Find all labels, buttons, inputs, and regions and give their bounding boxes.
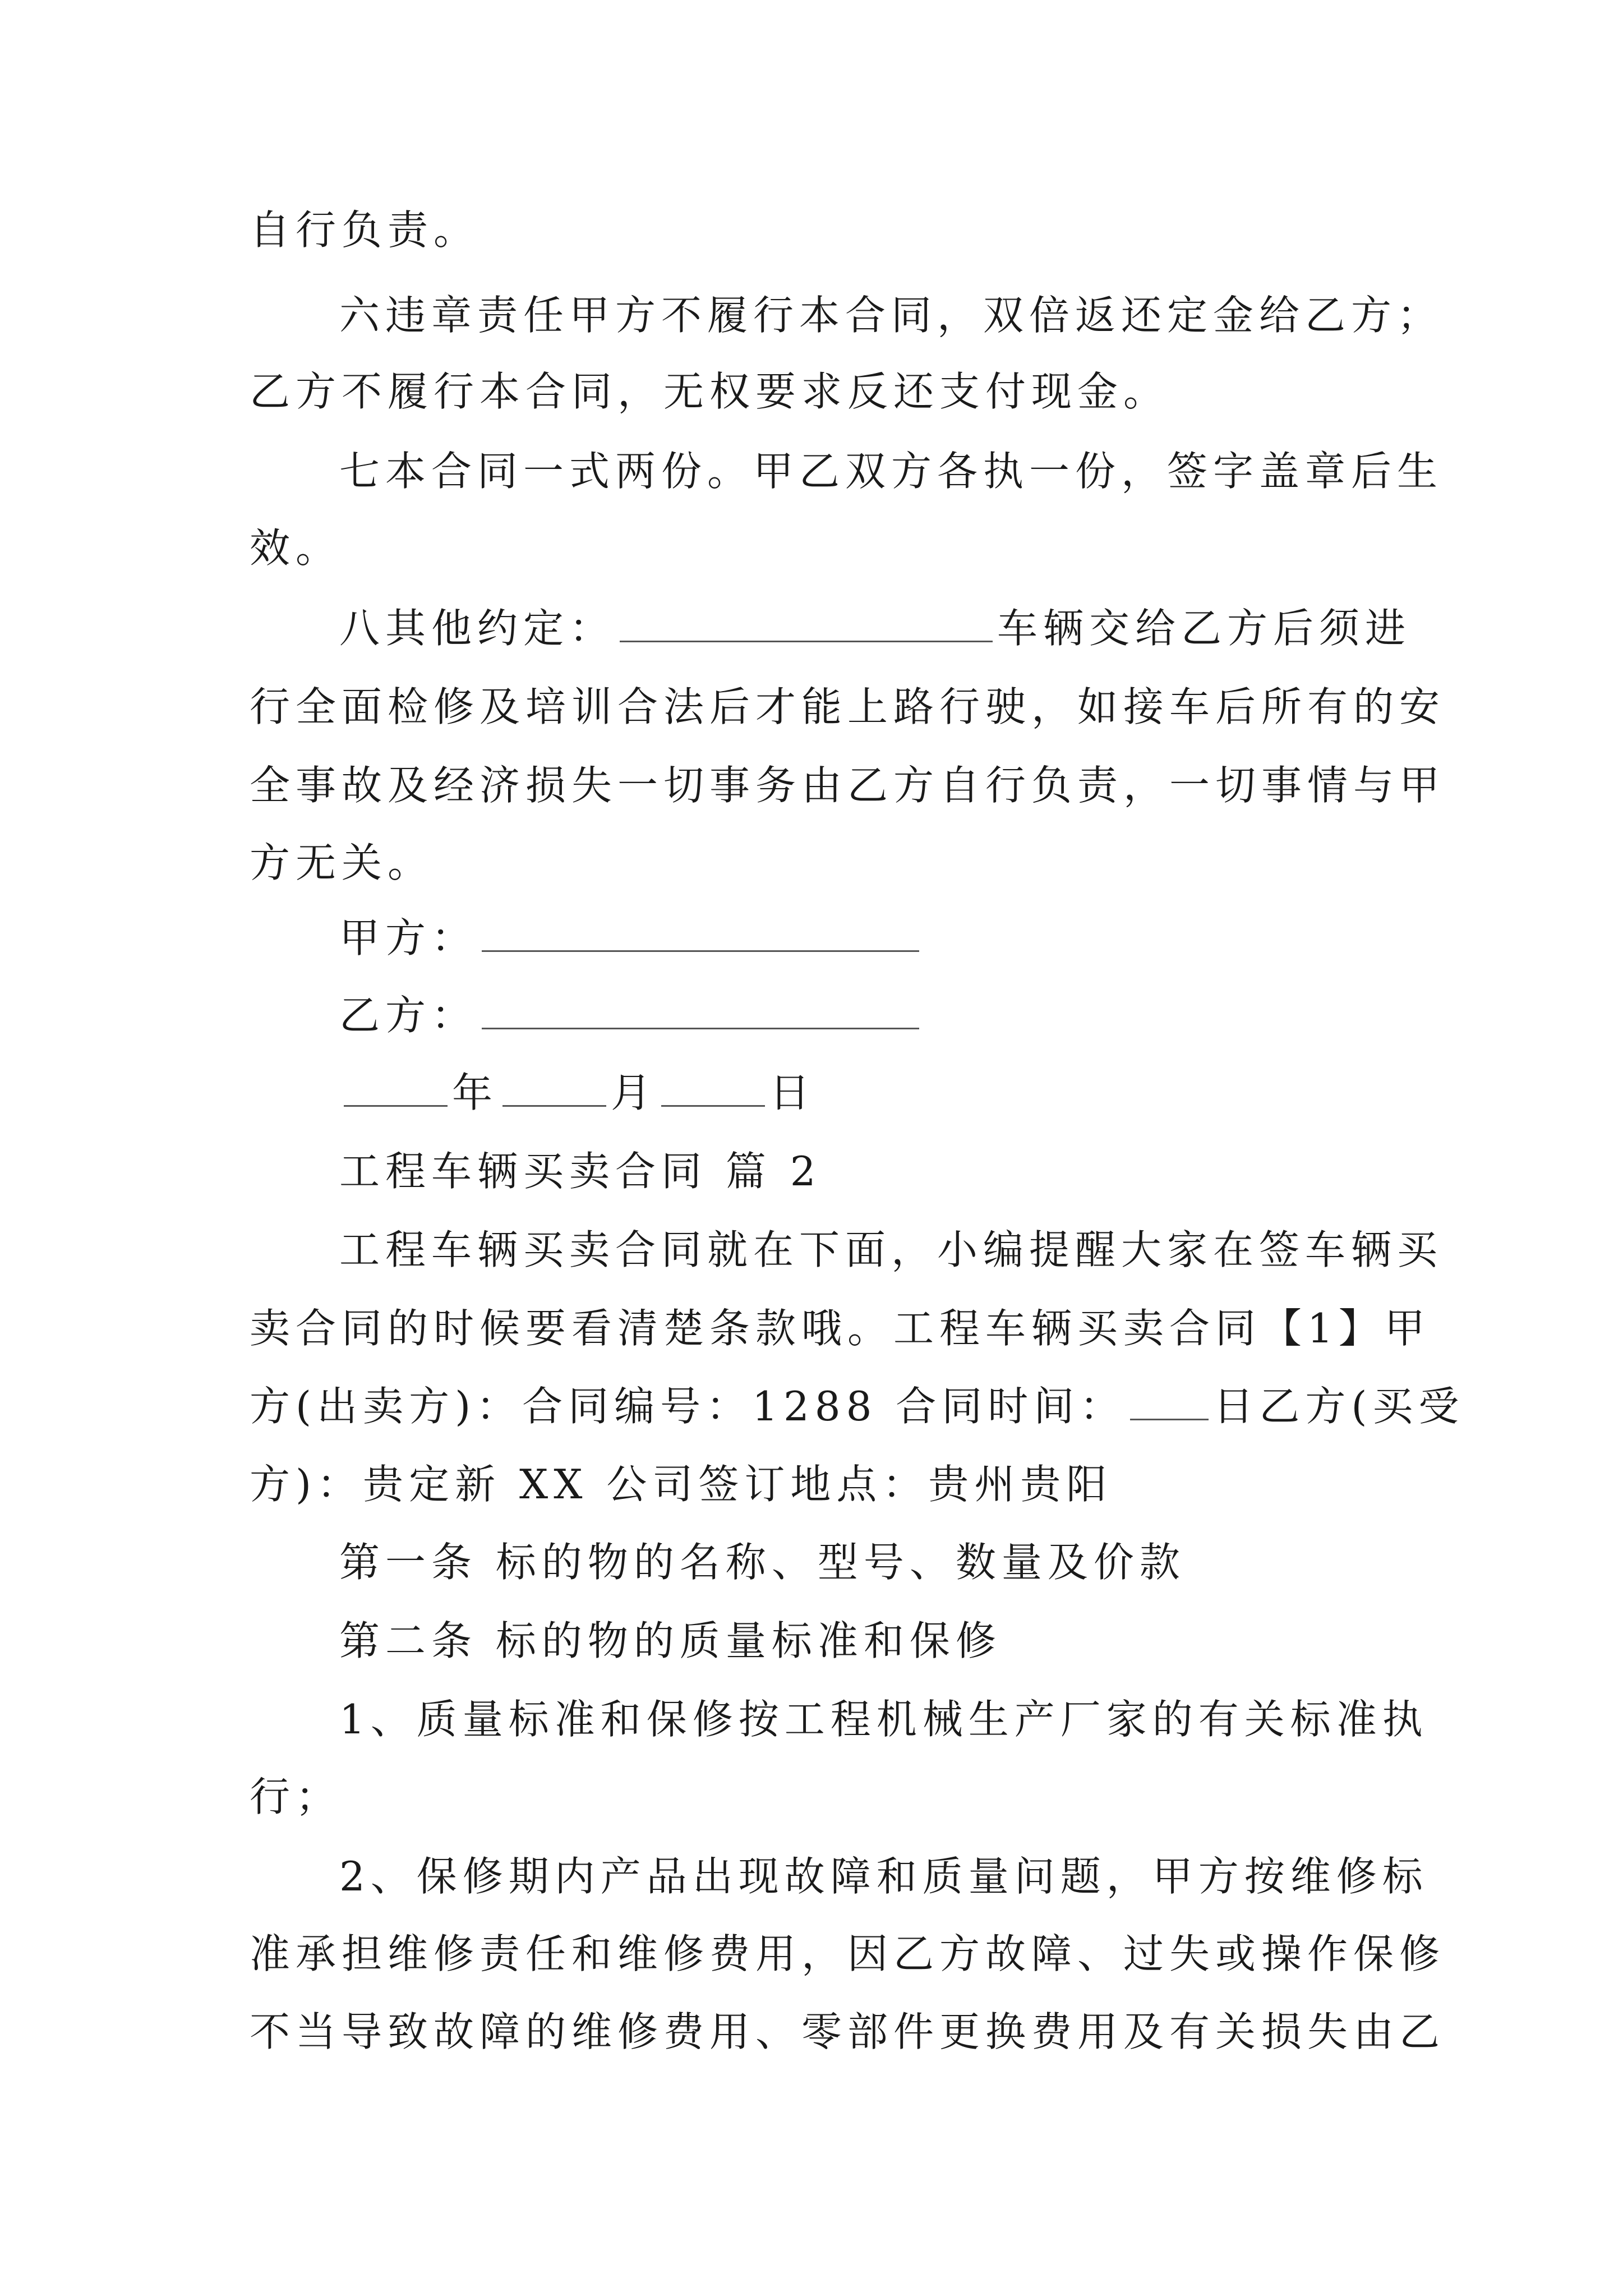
text-line: 乙方不履行本合同，无权要求反还支付现金。 [250, 368, 1170, 415]
text-line: 行； [250, 1773, 342, 1820]
section-heading: 工程车辆买卖合同 篇 2 [339, 1148, 822, 1195]
text-line: 全事故及经济损失一切事务由乙方自行负责，一切事情与甲 [250, 762, 1446, 809]
text-line: 方)：贵定新 XX 公司签订地点：贵州贵阳 [250, 1461, 1113, 1508]
month-blank[interactable] [502, 1070, 606, 1107]
intro-paragraph: 工程车辆买卖合同就在下面，小编提醒大家在签车辆买 [339, 1226, 1444, 1273]
clause-eight-label: 八其他约定： [339, 605, 616, 652]
clause-six: 六违章责任甲方不履行本合同，双倍返还定金给乙方； [339, 292, 1444, 339]
article-two: 第二条 标的物的质量标准和保修 [339, 1617, 1002, 1664]
clause-eight-text: 车辆交给乙方后须进 [997, 605, 1412, 652]
text-line: 卖合同的时候要看清楚条款哦。工程车辆买卖合同【1】甲 [250, 1305, 1431, 1352]
party-a-signature [339, 910, 924, 966]
year-label: 年 [452, 1069, 499, 1116]
text-line: 准承担维修责任和维修费用，因乙方故障、过失或操作保修 [250, 1930, 1446, 1977]
party-b-label: 乙方： [339, 992, 478, 1039]
clause-eight [339, 600, 1411, 656]
text-line: 自行负责。 [250, 206, 480, 254]
month-label: 月 [611, 1069, 657, 1116]
other-terms-blank[interactable] [620, 606, 993, 642]
contract-number-text: 方(出卖方)：合同编号：1288 合同时间： [250, 1383, 1126, 1430]
article-one: 第一条 标的物的名称、型号、数量及价款 [339, 1539, 1186, 1586]
day-label: 日 [769, 1069, 816, 1116]
year-blank[interactable] [344, 1070, 448, 1107]
text-line: 效。 [250, 524, 342, 572]
text-line: 方无关。 [250, 839, 434, 886]
contract-date-blank[interactable] [1130, 1384, 1209, 1420]
buyer-text: 日乙方(买受 [1213, 1383, 1465, 1430]
date-line [339, 1065, 815, 1121]
clause-seven: 七本合同一式两份。甲乙双方各执一份，签字盖章后生 [339, 448, 1444, 495]
party-b-blank[interactable] [482, 993, 919, 1029]
contract-info-line [250, 1378, 1464, 1434]
party-a-blank[interactable] [482, 915, 919, 952]
party-b-signature [339, 987, 924, 1043]
item-one: 1、质量标准和保修按工程机械生产厂家的有关标准执 [339, 1696, 1428, 1743]
text-line: 行全面检修及培训合法后才能上路行驶，如接车后所有的安 [250, 683, 1446, 730]
day-blank[interactable] [661, 1070, 765, 1107]
party-a-label: 甲方： [339, 914, 478, 961]
text-line: 不当导致故障的维修费用、零部件更换费用及有关损失由乙 [250, 2008, 1446, 2055]
item-two: 2、保修期内产品出现故障和质量问题，甲方按维修标 [339, 1853, 1428, 1900]
